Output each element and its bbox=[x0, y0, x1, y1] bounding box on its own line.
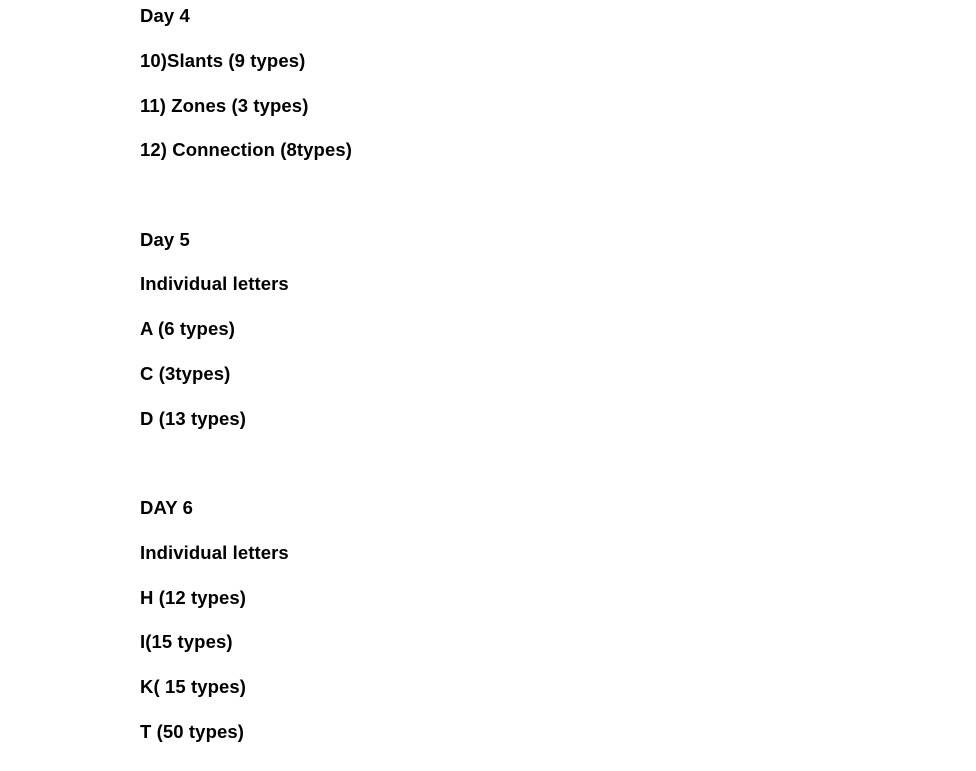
list-item: D (13 types) bbox=[140, 408, 247, 429]
document-body bbox=[140, 0, 940, 771]
section-subheading: Individual letters bbox=[140, 542, 289, 563]
list-item: A (6 types) bbox=[140, 318, 235, 339]
list-item: 11) Zones (3 types) bbox=[140, 95, 309, 116]
list-item: 12) Connection (8types) bbox=[140, 139, 352, 160]
list-item: I(15 types) bbox=[140, 631, 233, 652]
section-heading-day-4: Day 4 bbox=[140, 5, 190, 26]
list-item: 10)Slants (9 types) bbox=[140, 50, 306, 71]
section-subheading: Individual letters bbox=[140, 273, 289, 294]
list-item: K( 15 types) bbox=[140, 676, 247, 697]
list-item: T (50 types) bbox=[140, 721, 245, 742]
section-heading-day-5: Day 5 bbox=[140, 229, 190, 250]
list-item: C (3types) bbox=[140, 363, 231, 384]
section-heading-day-6: DAY 6 bbox=[140, 497, 193, 518]
list-item: H (12 types) bbox=[140, 587, 247, 608]
